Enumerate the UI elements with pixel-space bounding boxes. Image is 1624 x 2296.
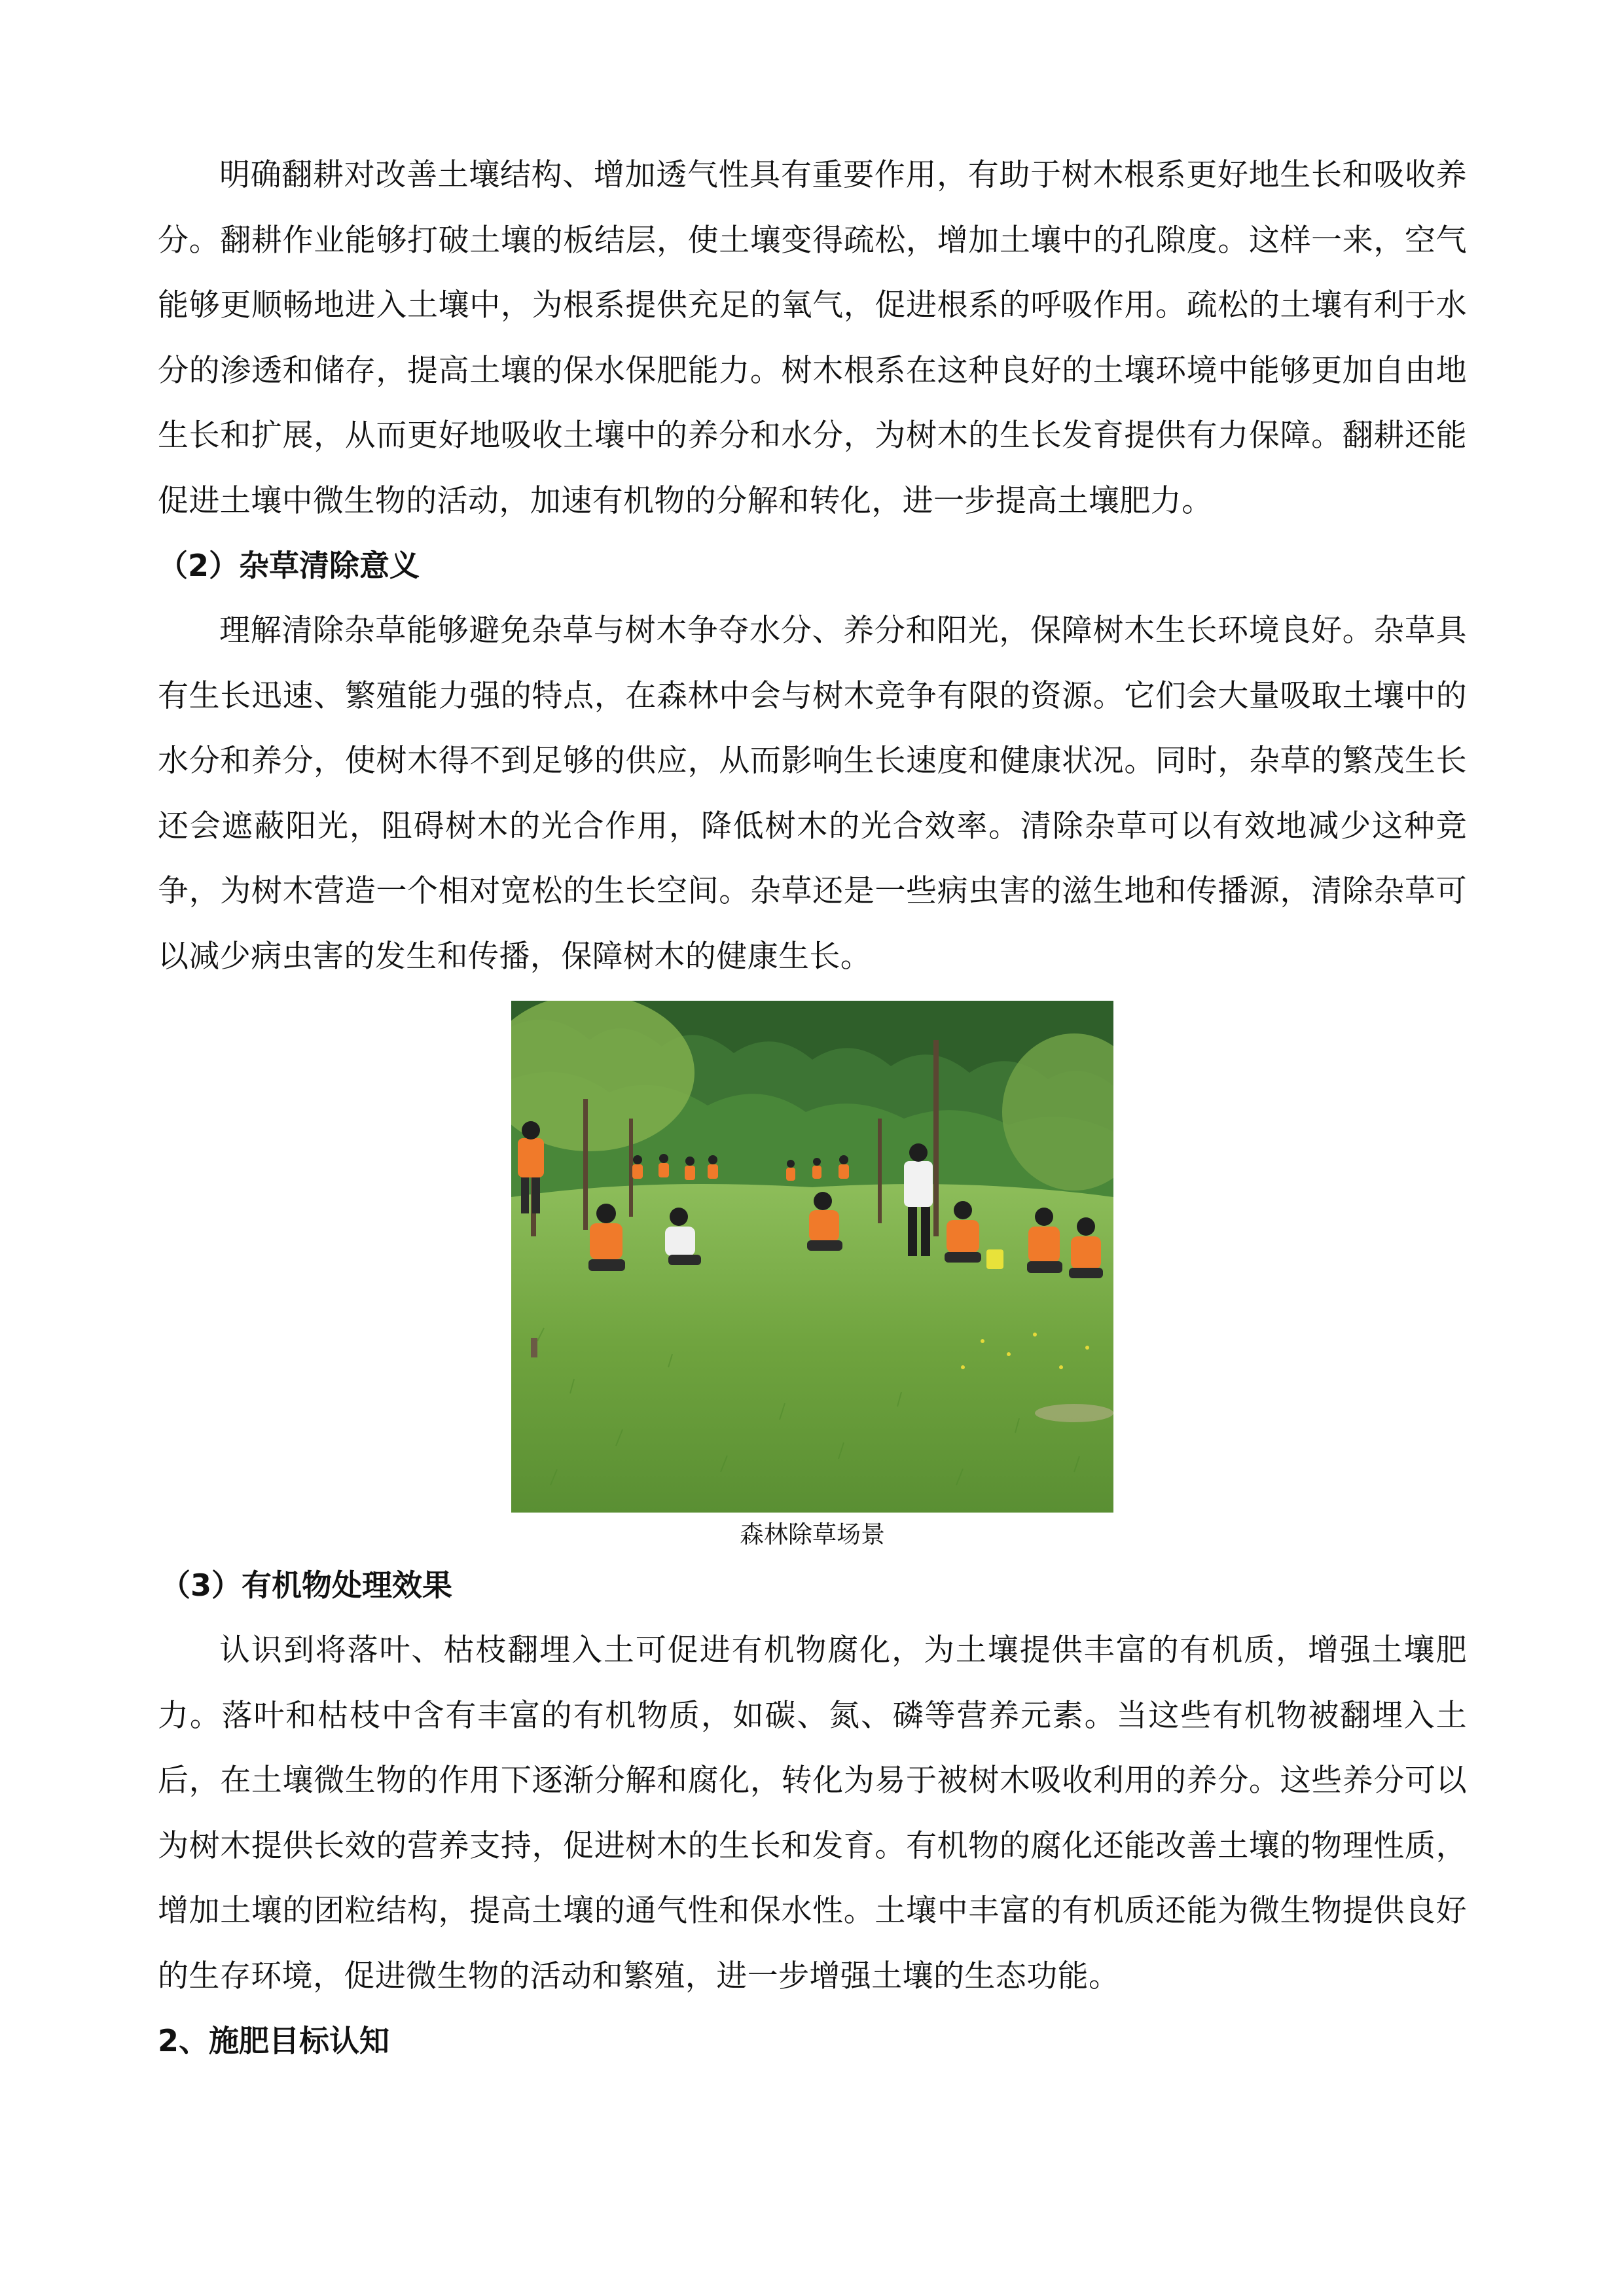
document-content xyxy=(158,143,1467,2073)
paragraph-weed-removal: 理解清除杂草能够避免杂草与树木争夺水分、养分和阳光，保障树木生长环境良好。杂草具有生长迅速、繁殖能力强的特点，在森林中会与树木竞争有限的资源。它们会大量吸取土壤中的水分和养分，使树木得不到足够的供应，从而影响生长速度和健康状况。同时，杂草的繁茂生长还会遮蔽阳光，阻碍树木的光合作用，降低树木的光合效率。清除杂草可以有效地减少这种竞争，为树木营造一个相对宽松的生长空间。杂草还是一些病虫害的滋生地和传播源，清除杂草可以减少病虫害的发生和传播，保障树木的健康生长。 xyxy=(158,613,1467,975)
figure-weeding xyxy=(158,1001,1467,1553)
paragraph-organic-matter: 认识到将落叶、枯枝翻埋入土可促进有机物腐化，为土壤提供丰富的有机质，增强土壤肥力。落叶和枯枝中含有丰富的有机物质，如碳、氮、磷等营养元素。当这些有机物被翻埋入土后，在土壤微生物的作用下逐渐分解和腐化，转化为易于被树木吸收利用的养分。这些养分可以为树木提供长效的营养支持，促进树木的生长和发育。有机物的腐化还能改善土壤的物理性质，增加土壤的团粒结构，提高土壤的通气性和保水性。土壤中丰富的有机质还能为微生物提供良好的生存环境，促进微生物的活动和繁殖，进一步增强土壤的生态功能。 xyxy=(158,1632,1467,1994)
paragraph-tillage: 明确翻耕对改善土壤结构、增加透气性具有重要作用，有助于树木根系更好地生长和吸收养分。翻耕作业能够打破土壤的板结层，使土壤变得疏松，增加土壤中的孔隙度。这样一来，空气能够更顺畅地进入土壤中，为根系提供充足的氧气，促进根系的呼吸作用。疏松的土壤有利于水分的渗透和储存，提高土壤的保水保肥能力。树木根系在这种良好的土壤环境中能够更加自由地生长和扩展，从而更好地吸收土壤中的养分和水分，为树木的生长发育提供有力保障。翻耕还能促进土壤中微生物的活动，加速有机物的分解和转化，进一步提高土壤肥力。 xyxy=(158,157,1467,519)
heading-organic-matter: （3）有机物处理效果 xyxy=(160,1568,453,1603)
heading-fertilization-goal: 2、施肥目标认知 xyxy=(158,2023,390,2058)
forest-weeding-photo xyxy=(511,1001,1113,1513)
figure-caption: 森林除草场景 xyxy=(740,1520,885,1549)
heading-weed-removal: （2）杂草清除意义 xyxy=(158,548,420,583)
